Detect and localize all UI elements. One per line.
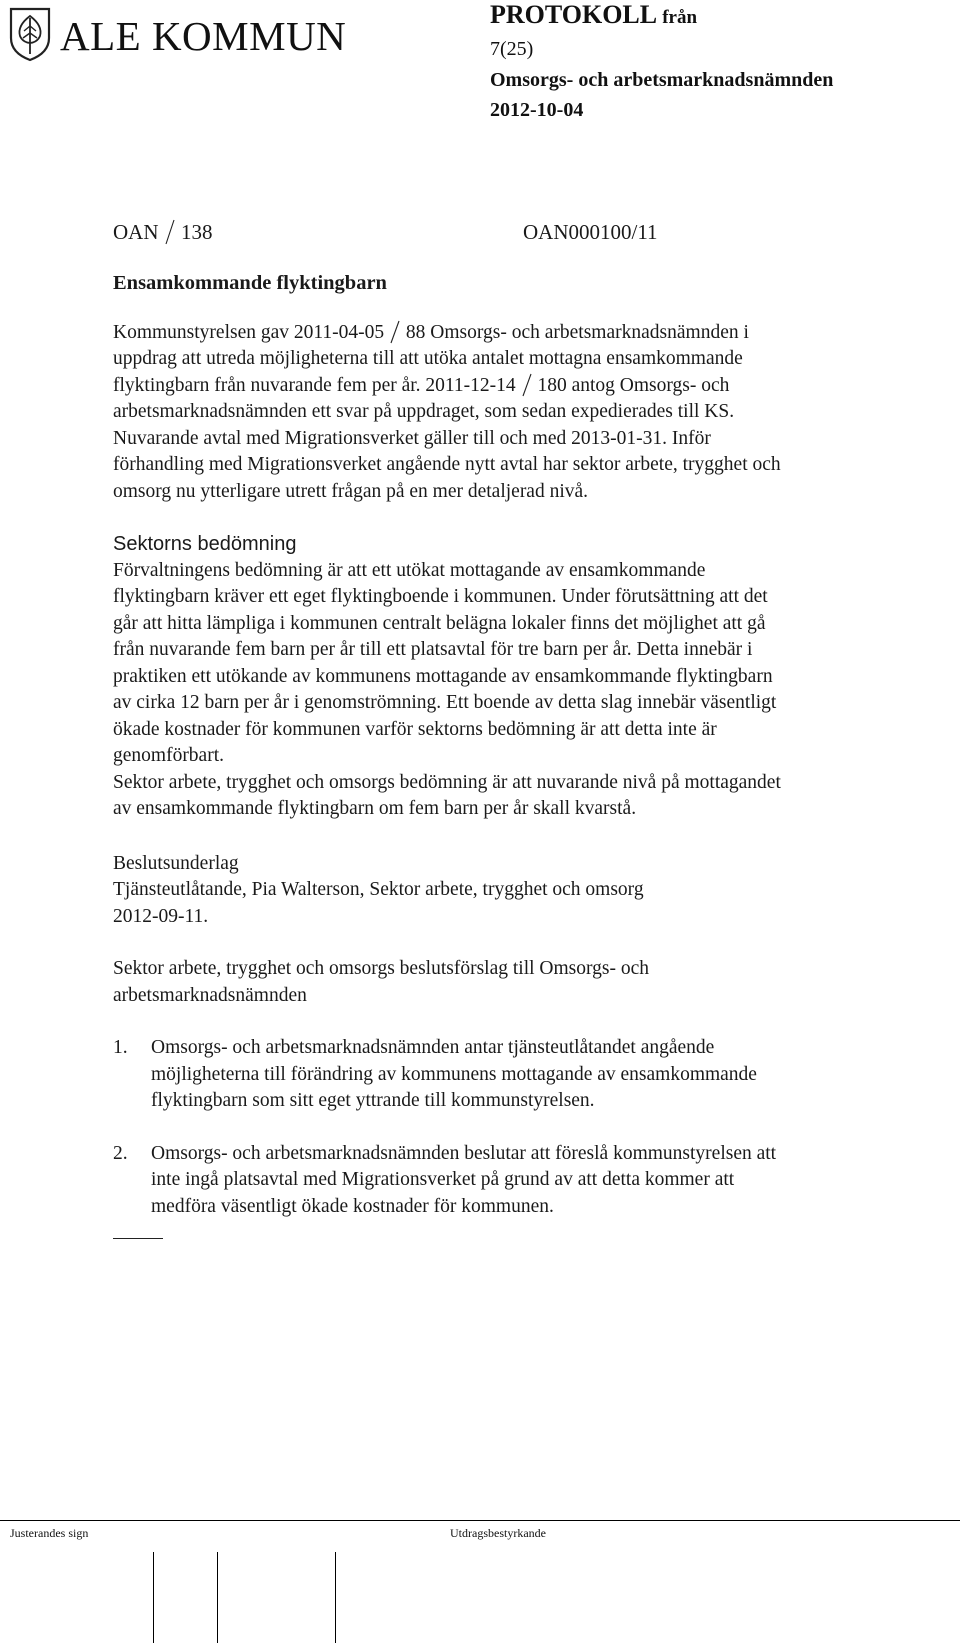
assessment-heading: Sektorns bedömning [113,533,297,555]
kommun-logo-icon [8,6,52,62]
end-rule [113,1238,163,1239]
section-sign-icon [389,320,401,344]
item-number: 1. [113,1037,128,1058]
proposal-item: 2. Omsorgs- och arbetsmarknadsnämnden beslutar att föreslå kommunstyrelsen att inte ingå platsavtal med Migrationsverket på grund av att detta kommer att medföra väsentligt ökade kostnader för kommunen. [113,1142,777,1217]
proposal-item: 1. Omsorgs- och arbetsmarknadsnämnden antar tjänsteutlåtandet angående möjligheterna till förändring av kommunens mottagande av ensamkommande flyktingbarn som sitt eget yttrande till kommunstyrelsen. [113,1037,757,1111]
committee-name: Omsorgs- och arbetsmarknadsnämnden [490,69,834,91]
case-prefix: OAN [113,220,159,244]
meeting-date: 2012-10-04 [490,99,584,121]
section-sign-icon [164,219,176,245]
basis-line: 2012-09-11. [113,905,209,927]
document-body [113,218,933,1239]
signature-box-divider [335,1552,336,1643]
case-line [113,218,933,246]
assessment-paragraph: Förvaltningens bedömning är att ett utökat mottagande av ensamkommande flyktingbarn kräver ett eget flyktingboende i kommunen. Under förutsättning att det går att hitta lämpliga i kommunen centralt belägna lokaler finns det möjlighet att gå från nuvarande fem barn per år till ett platsavtal för tre barn per år. Detta innebär i praktiken ett utökande av kommunens mottagande av ensamkommande flyktingbarn av cirka 12 barn per år i genomströmning. Ett boende av detta slag innebär väsentligt ökade kostnader för kommunen varför sektorns bedömning är att detta inte är genomförbart. Sektor arbete, trygghet och omsorgs bedömning är att nuvarande nivå på mottagandet av ensamkommande flyktingbarn om fem barn per år skall kvarstå. [113,559,781,819]
justerandes-sign-label: Justerandes sign [10,1526,89,1540]
intro-paragraph: Kommunstyrelsen gav 2011-04-05 88 Omsorgs- och arbetsmarknadsnämnden i uppdrag att utreda möjligheterna till att utöka antalet mottagna ensamkommande flyktingbarn från nuvarande fem per år. 2011-12-14 180 antog Omsorgs- och arbetsmarknadsnämnden ett svar på uppdraget, som sedan expedierades till KS. Nuvarande avtal med Migrationsverket gäller till och med 2013-01-31. Inför förhandling med Migrationsverket angående nytt avtal har sektor arbete, trygghet och omsorg nu ytterligare utrett frågan på en mer detaljerad nivå. [113,321,781,502]
proposal-intro: Sektor arbete, trygghet och omsorgs beslutsförslag till Omsorgs- och [113,958,649,979]
basis-line: Tjänsteutlåtande, Pia Walterson, Sektor arbete, trygghet och omsorg [113,879,644,900]
case-title: Ensamkommande flyktingbarn [113,272,387,294]
basis-heading: Beslutsunderlag [113,852,239,874]
signature-box-divider [153,1552,154,1643]
signature-footer [0,1520,960,1643]
protocol-suffix: från [662,7,698,28]
utdragsbestyrkande-label: Utdragsbestyrkande [450,1526,546,1540]
page-number: 7(25) [490,38,534,60]
case-reference: OAN000100/11 [523,220,658,244]
footer-divider [0,1520,960,1521]
section-sign-icon [521,373,533,397]
signature-box-divider [217,1552,218,1643]
protocol-label: PROTOKOLL [490,0,656,29]
item-number: 2. [113,1142,128,1164]
case-number: 138 [181,220,213,244]
org-name: ALE KOMMUN [60,13,347,59]
protocol-header [490,0,833,125]
proposal-intro: arbetsmarknadsnämnden [113,984,307,1006]
